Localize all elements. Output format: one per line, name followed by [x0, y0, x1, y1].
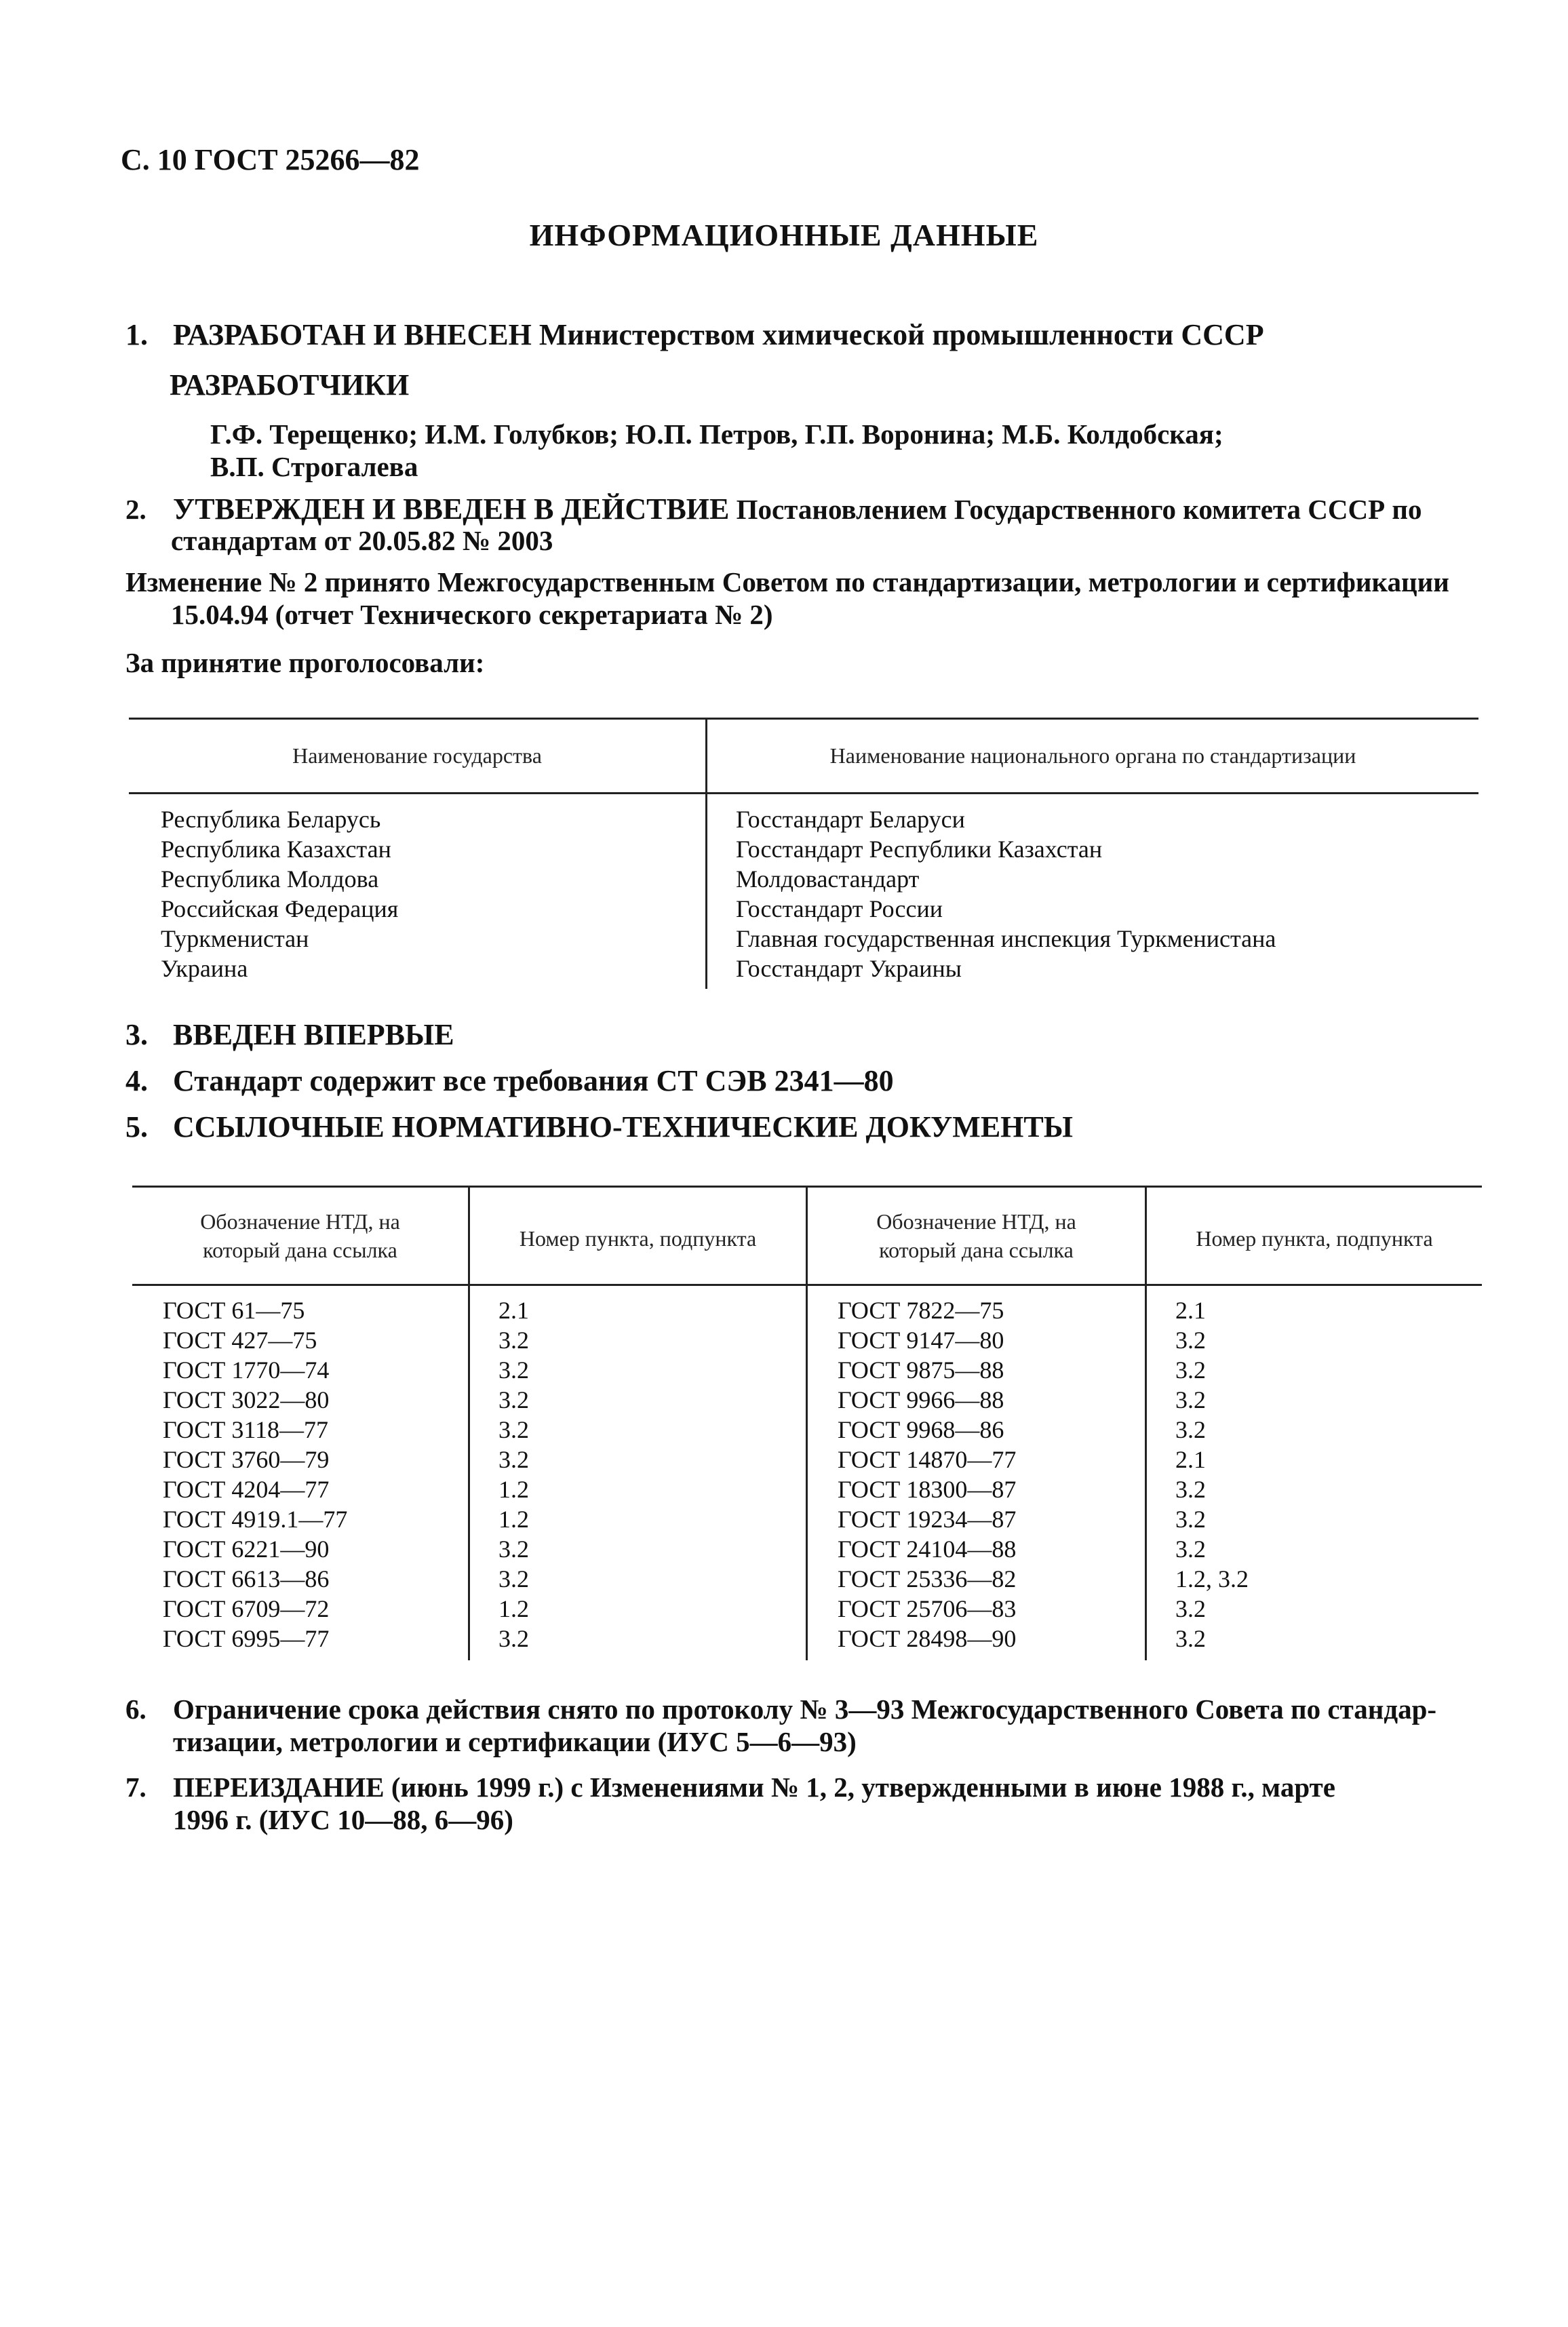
- ntd-designation: ГОСТ 9875—88: [838, 1356, 1004, 1384]
- ntd-designation: ГОСТ 6709—72: [163, 1595, 330, 1622]
- bodies-column: [736, 804, 1276, 983]
- ntd-designation: ГОСТ 18300—87: [838, 1476, 1017, 1503]
- standards-body-name: Главная государственная инспекция Туркменистана: [736, 925, 1276, 952]
- refs-divider-1: [468, 1186, 470, 1660]
- item-4: [125, 1063, 894, 1099]
- clause-number: 2.1: [1175, 1446, 1206, 1473]
- states-table-header-rule: [129, 792, 1478, 794]
- state-name: Российская Федерация: [161, 895, 399, 922]
- clause-number: 3.2: [1175, 1536, 1206, 1563]
- ntd-designation: ГОСТ 61—75: [163, 1297, 305, 1324]
- item-3-number: 3.: [125, 1018, 148, 1051]
- states-column: [161, 804, 398, 983]
- clause-number: 3.2: [498, 1356, 529, 1384]
- clause-number: 3.2: [1175, 1416, 1206, 1443]
- state-name: Республика Молдова: [161, 865, 379, 893]
- item-3: [125, 1017, 454, 1053]
- clause-number: 3.2: [1175, 1327, 1206, 1354]
- states-header-state: Наименование государства: [292, 743, 542, 768]
- amendment-line-1: Изменение № 2 принято Межгосударственным Советом по стандартизации, метрологии и сертификации: [125, 566, 1449, 598]
- ntd-designation: ГОСТ 9147—80: [838, 1327, 1004, 1354]
- clause-number: 3.2: [1175, 1506, 1206, 1533]
- clause-number: 3.2: [1175, 1386, 1206, 1413]
- refs-right-docs-column: [838, 1295, 1016, 1654]
- ntd-designation: ГОСТ 4204—77: [163, 1476, 330, 1503]
- ntd-designation: ГОСТ 427—75: [163, 1327, 317, 1354]
- ntd-designation: ГОСТ 9966—88: [838, 1386, 1004, 1413]
- clause-number: 3.2: [498, 1416, 529, 1443]
- ntd-designation: ГОСТ 19234—87: [838, 1506, 1017, 1533]
- clause-number: 3.2: [1175, 1625, 1206, 1652]
- clause-number: 1.2, 3.2: [1175, 1565, 1249, 1592]
- state-name: Украина: [161, 955, 248, 982]
- clause-number: 2.1: [1175, 1297, 1206, 1324]
- item-7-number: 7.: [125, 1772, 146, 1803]
- item-2-rest: Постановлением Государственного комитета СССР по: [736, 494, 1422, 525]
- clause-number: 1.2: [498, 1476, 529, 1503]
- item-2: [125, 492, 1422, 527]
- ntd-designation: ГОСТ 24104—88: [838, 1536, 1017, 1563]
- item-1: [125, 317, 1264, 353]
- amendment-line-2: 15.04.94 (отчет Технического секретариата № 2): [171, 599, 773, 630]
- page-title: ИНФОРМАЦИОННЫЕ ДАННЫЕ: [529, 218, 1039, 252]
- developers-line-2: В.П. Строгалева: [210, 451, 418, 482]
- ntd-designation: ГОСТ 6613—86: [163, 1565, 330, 1592]
- clause-number: 3.2: [498, 1446, 529, 1473]
- refs-header-ntd-left: [132, 1207, 468, 1264]
- ntd-designation: ГОСТ 1770—74: [163, 1356, 330, 1384]
- state-name: Республика Беларусь: [161, 806, 381, 833]
- ntd-designation: ГОСТ 3118—77: [163, 1416, 329, 1443]
- ntd-designation: ГОСТ 25336—82: [838, 1565, 1017, 1592]
- item-5: [125, 1110, 1073, 1145]
- item-7-line-2: 1996 г. (ИУС 10—88, 6—96): [173, 1804, 513, 1835]
- refs-header-clause-left: Номер пункта, подпункта: [519, 1226, 757, 1251]
- item-6-number: 6.: [125, 1694, 146, 1725]
- item-1-rest: Министерством химической промышленности СССР: [538, 318, 1264, 351]
- clause-number: 1.2: [498, 1506, 529, 1533]
- standards-body-name: Госстандарт России: [736, 895, 943, 922]
- refs-left-clauses-column: [498, 1295, 529, 1654]
- clause-number: 3.2: [498, 1565, 529, 1592]
- item-5-text: ССЫЛОЧНЫЕ НОРМАТИВНО-ТЕХНИЧЕСКИЕ ДОКУМЕНТЫ: [173, 1110, 1073, 1143]
- refs-left-docs-column: [163, 1295, 347, 1654]
- developers-line-1: Г.Ф. Терещенко; И.М. Голубков; Ю.П. Петров, Г.П. Воронина; М.Б. Колдобская;: [210, 418, 1223, 450]
- refs-divider-3: [1145, 1186, 1147, 1660]
- refs-header-ntd-right-line-1: Обозначение НТД, на: [876, 1209, 1076, 1234]
- item-2-number: 2.: [125, 494, 146, 525]
- item-6: [125, 1692, 1436, 1726]
- item-7: [125, 1770, 1335, 1804]
- ntd-designation: ГОСТ 6221—90: [163, 1536, 330, 1563]
- clause-number: 3.2: [498, 1625, 529, 1652]
- item-4-text: Стандарт содержит все требования СТ СЭВ 2341—80: [173, 1064, 894, 1097]
- clause-number: 3.2: [1175, 1595, 1206, 1622]
- ntd-designation: ГОСТ 6995—77: [163, 1625, 330, 1652]
- ntd-designation: ГОСТ 4919.1—77: [163, 1506, 348, 1533]
- page-header: С. 10 ГОСТ 25266—82: [121, 143, 420, 176]
- states-header-body: Наименование национального органа по стандартизации: [829, 743, 1356, 768]
- ntd-designation: ГОСТ 14870—77: [838, 1446, 1017, 1473]
- clause-number: 3.2: [498, 1386, 529, 1413]
- refs-header-clause-right: Номер пункта, подпункта: [1196, 1226, 1433, 1251]
- state-name: Республика Казахстан: [161, 836, 391, 863]
- developers-heading: РАЗРАБОТЧИКИ: [170, 368, 410, 402]
- item-2-line-2: стандартам от 20.05.82 № 2003: [171, 525, 553, 556]
- ntd-designation: ГОСТ 3760—79: [163, 1446, 330, 1473]
- clause-number: 3.2: [1175, 1356, 1206, 1384]
- item-3-text: ВВЕДЕН ВПЕРВЫЕ: [173, 1018, 454, 1051]
- clause-number: 3.2: [498, 1536, 529, 1563]
- states-table-top-rule: [129, 718, 1478, 720]
- ntd-designation: ГОСТ 9968—86: [838, 1416, 1004, 1443]
- item-6-line-1: Ограничение срока действия снято по протоколу № 3—93 Межгосударственного Совета по стандар-: [173, 1694, 1437, 1725]
- clause-number: 2.1: [498, 1297, 529, 1324]
- refs-right-clauses-column: [1175, 1295, 1249, 1654]
- item-1-lead: РАЗРАБОТАН И ВНЕСЕН: [173, 318, 532, 351]
- item-4-number: 4.: [125, 1064, 148, 1097]
- standards-body-name: Госстандарт Республики Казахстан: [736, 836, 1103, 863]
- item-7-line-1: ПЕРЕИЗДАНИЕ (июнь 1999 г.) с Изменениями № 1, 2, утвержденными в июне 1988 г., марте: [173, 1772, 1335, 1803]
- refs-header-ntd-left-line-2: который дана ссылка: [203, 1238, 397, 1262]
- ntd-designation: ГОСТ 28498—90: [838, 1625, 1017, 1652]
- item-1-number: 1.: [125, 318, 148, 351]
- item-5-number: 5.: [125, 1110, 148, 1143]
- clause-number: 3.2: [498, 1327, 529, 1354]
- ntd-designation: ГОСТ 7822—75: [838, 1297, 1004, 1324]
- ntd-designation: ГОСТ 3022—80: [163, 1386, 330, 1413]
- standards-body-name: Госстандарт Украины: [736, 955, 962, 982]
- standards-body-name: Молдовастандарт: [736, 865, 920, 893]
- refs-header-ntd-right: [808, 1207, 1145, 1264]
- refs-header-ntd-left-line-1: Обозначение НТД, на: [200, 1209, 400, 1234]
- item-2-lead: УТВЕРЖДЕН И ВВЕДЕН В ДЕЙСТВИЕ: [173, 492, 730, 526]
- refs-header-ntd-right-line-2: который дана ссылка: [879, 1238, 1074, 1262]
- ntd-designation: ГОСТ 25706—83: [838, 1595, 1017, 1622]
- item-6-line-2: тизации, метрологии и сертификации (ИУС 5—6—93): [173, 1726, 857, 1757]
- standards-body-name: Госстандарт Беларуси: [736, 806, 965, 833]
- clause-number: 1.2: [498, 1595, 529, 1622]
- state-name: Туркменистан: [161, 925, 309, 952]
- clause-number: 3.2: [1175, 1476, 1206, 1503]
- voted-label: За принятие проголосовали:: [125, 647, 485, 678]
